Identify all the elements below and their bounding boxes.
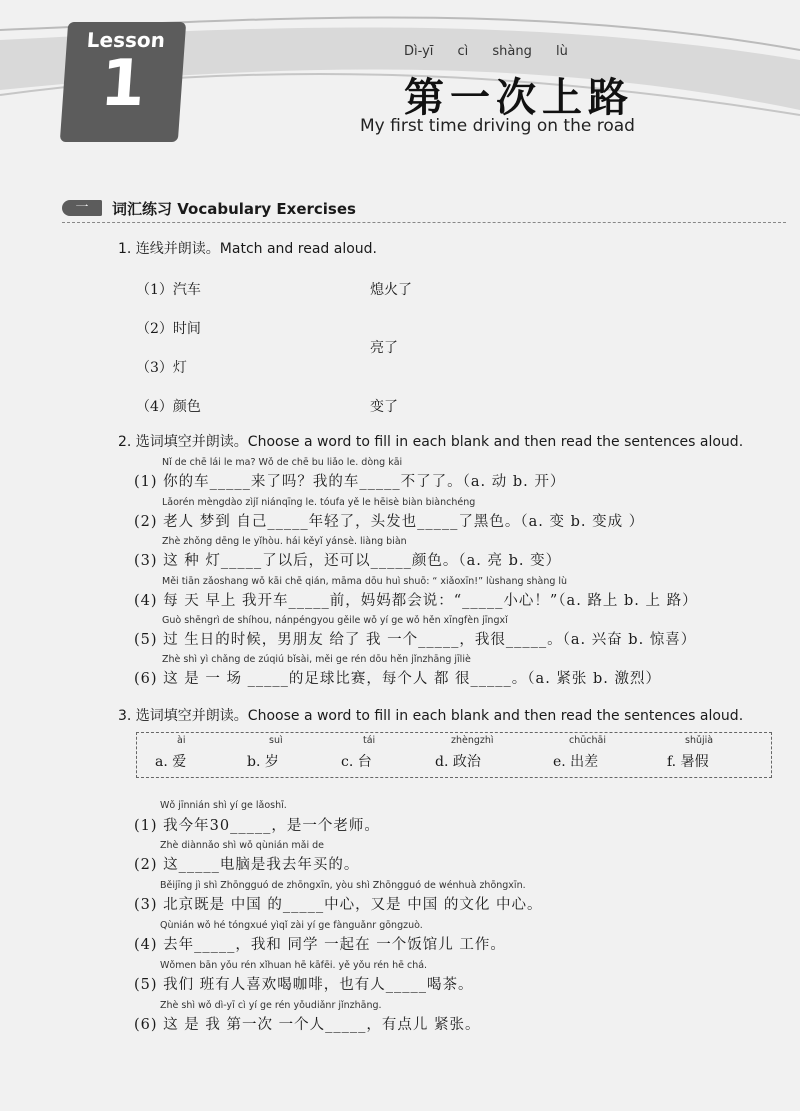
section-header [62, 198, 786, 223]
sentence[interactable]: (3) 这 种 灯_____了以后，还可以_____颜色。（a. 亮 b. 变） [134, 553, 562, 569]
option[interactable]: e. 出差 [553, 754, 599, 770]
sentence[interactable]: (1) 我今年30_____，是一个老师。 [134, 818, 380, 834]
pinyin-line: Lǎorén mèngdào zìjǐ niánqīng le. tóufa yě le hēisè biàn biànchéng [162, 497, 476, 508]
option[interactable]: b. 岁 [247, 754, 279, 770]
match-left-item[interactable]: （4）颜色 [136, 399, 201, 415]
title-pinyin: Dì-yī cì shàng lù [404, 44, 568, 59]
title-chinese: 第一次上路 [404, 74, 634, 121]
pinyin-line: Běijīng jì shì Zhōngguó de zhōngxīn, yòu shì Zhōngguó de wénhuà zhōngxīn. [160, 880, 526, 891]
title-english: My first time driving on the road [360, 116, 635, 136]
lesson-word: Lesson [86, 28, 166, 52]
pinyin-line: Guò shēngrì de shíhou, nánpéngyou gěile wǒ yí ge wǒ hěn xīngfèn jīngxǐ [162, 615, 508, 626]
section-label: 词汇练习 Vocabulary Exercises [112, 200, 356, 218]
pinyin-line: Wǒmen bān yǒu rén xǐhuan hē kāfēi. yě yǒu rén hē chá. [160, 960, 428, 971]
option[interactable]: c. 台 [341, 754, 372, 770]
sentence[interactable]: (2) 老人 梦到 自己_____年轻了，头发也_____了黑色。（a. 变 b. 变成 ） [134, 514, 645, 530]
exercise-3-title: 3. 选词填空并朗读。Choose a word to fill in each blank and then read the sentences aloud. [118, 708, 744, 724]
sentence[interactable]: (5) 过 生日的时候，男朋友 给了 我 一个_____，我很_____。（a. 兴奋 b. 惊喜） [134, 632, 697, 648]
pinyin-line: Zhè shì yì chǎng de zúqiú bǐsài, měi ge rén dōu hěn jǐnzhāng jīliè [162, 654, 471, 665]
match-right-item[interactable]: 亮了 [370, 340, 398, 356]
pinyin-line: Zhè shì wǒ dì-yī cì yí ge rén yǒudiǎnr jǐnzhāng. [160, 1000, 382, 1011]
word-bank [136, 732, 772, 778]
pinyin-line: Zhè zhǒng dēng le yǐhòu. hái kěyǐ yánsè. liàng biàn [162, 536, 407, 547]
option[interactable]: d. 政治 [435, 754, 481, 770]
section-pill: 一 [62, 200, 102, 216]
option-pinyin: tái [363, 735, 376, 746]
pinyin-line: Měi tiān zǎoshang wǒ kāi chē qián, māma dōu huì shuō: “ xiǎoxīn!” lùshang shàng lù [162, 576, 568, 587]
sentence[interactable]: (3) 北京既是 中国 的_____中心，又是 中国 的文化 中心。 [134, 897, 543, 913]
sentence[interactable]: (4) 去年_____，我和 同学 一起在 一个饭馆儿 工作。 [134, 937, 506, 953]
pinyin-line: Zhè diànnǎo shì wǒ qùnián mǎi de [160, 840, 324, 851]
option-pinyin: chūchāi [569, 735, 606, 746]
exercise-1-title: 1. 连线并朗读。Match and read aloud. [118, 241, 377, 257]
sentence[interactable]: (4) 每 天 早上 我开车_____前，妈妈都会说：“_____小心！”（a. 路上 b. 上 路） [134, 593, 698, 609]
match-left-item[interactable]: （3）灯 [136, 360, 187, 376]
match-left-item[interactable]: （2）时间 [136, 321, 201, 337]
pinyin-line: Wǒ jīnnián shì yí ge lǎoshī. [160, 800, 287, 811]
pinyin-line: Nǐ de chē lái le ma? Wǒ de chē bu liǎo le. dòng kāi [162, 457, 403, 468]
option[interactable]: a. 爱 [155, 754, 187, 770]
lesson-badge [60, 22, 186, 142]
option-pinyin: ài [177, 735, 186, 746]
match-right-item[interactable]: 变了 [370, 399, 398, 415]
option[interactable]: f. 暑假 [667, 754, 709, 770]
option-pinyin: shǔjià [685, 735, 714, 746]
sentence[interactable]: (2) 这_____电脑是我去年买的。 [134, 857, 360, 873]
option-pinyin: suì [269, 735, 283, 746]
lesson-number: 1 [98, 47, 148, 121]
sentence[interactable]: (6) 这 是 我 第一次 一个人_____，有点儿 紧张。 [134, 1017, 481, 1033]
sentence[interactable]: (6) 这 是 一 场 _____的足球比赛，每个人 都 很_____。（a. 紧张 b. 激烈） [134, 671, 662, 687]
match-left-item[interactable]: （1）汽车 [136, 282, 201, 298]
sentence[interactable]: (5) 我们 班有人喜欢喝咖啡，也有人_____喝茶。 [134, 977, 474, 993]
match-right-item[interactable]: 熄火了 [370, 282, 412, 298]
exercise-2-title: 2. 选词填空并朗读。Choose a word to fill in each blank and then read the sentences aloud. [118, 434, 744, 450]
option-pinyin: zhèngzhì [451, 735, 494, 746]
sentence[interactable]: (1) 你的车_____来了吗？我的车_____不了了。（a. 动 b. 开） [134, 474, 566, 490]
pinyin-line: Qùnián wǒ hé tóngxué yìqǐ zài yí ge fànguǎnr gōngzuò. [160, 920, 423, 931]
